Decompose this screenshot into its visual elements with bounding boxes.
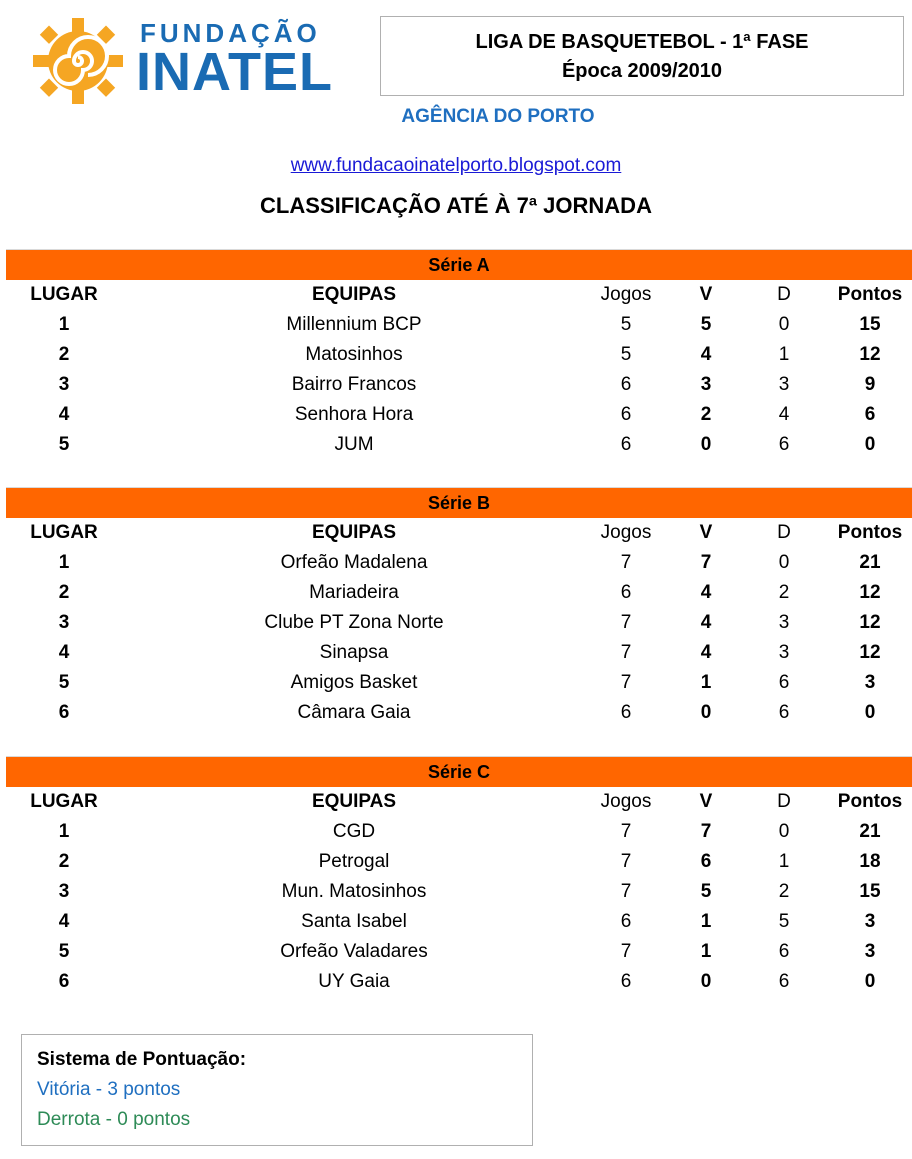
cell-equipa: Câmara Gaia xyxy=(297,702,411,723)
col-pontos: Pontos xyxy=(837,284,903,305)
cell-equipa: Santa Isabel xyxy=(301,911,407,932)
table-row xyxy=(6,937,912,967)
cell-lugar: 3 xyxy=(58,881,70,902)
cell-d: 4 xyxy=(778,404,790,425)
cell-lugar: 5 xyxy=(58,941,70,962)
cell-pontos: 15 xyxy=(859,314,881,335)
cell-equipa: Orfeão Madalena xyxy=(280,552,428,573)
cell-equipa: CGD xyxy=(332,821,376,842)
logo-text-main: INATEL xyxy=(136,42,333,102)
cell-pontos: 0 xyxy=(864,434,876,455)
cell-pontos: 3 xyxy=(864,911,876,932)
cell-v: 1 xyxy=(700,911,712,932)
series-b-table xyxy=(6,487,912,728)
col-d: D xyxy=(777,522,791,543)
cell-v: 5 xyxy=(700,314,712,335)
cell-lugar: 4 xyxy=(58,642,70,663)
col-jogos: Jogos xyxy=(600,791,652,812)
col-jogos: Jogos xyxy=(600,284,652,305)
cell-equipa: Sinapsa xyxy=(319,642,389,663)
cell-d: 0 xyxy=(778,821,790,842)
cell-v: 4 xyxy=(700,642,712,663)
table-row xyxy=(6,847,912,877)
series-title: Série A xyxy=(6,249,912,280)
cell-jogos: 7 xyxy=(620,851,632,872)
cell-lugar: 5 xyxy=(58,672,70,693)
cell-pontos: 0 xyxy=(864,702,876,723)
cell-v: 0 xyxy=(700,971,712,992)
cell-v: 0 xyxy=(700,434,712,455)
col-v: V xyxy=(699,284,713,305)
agency-label: AGÊNCIA DO PORTO xyxy=(401,106,595,127)
cell-jogos: 7 xyxy=(620,612,632,633)
table-row xyxy=(6,638,912,668)
cell-v: 3 xyxy=(700,374,712,395)
cell-d: 2 xyxy=(778,881,790,902)
cell-jogos: 6 xyxy=(620,702,632,723)
table-row xyxy=(6,907,912,937)
table-row xyxy=(6,967,912,997)
inatel-logo xyxy=(28,16,358,106)
cell-lugar: 6 xyxy=(58,971,70,992)
cell-equipa: Senhora Hora xyxy=(294,404,414,425)
series-title: Série C xyxy=(6,756,912,787)
col-d: D xyxy=(777,791,791,812)
cell-v: 1 xyxy=(700,672,712,693)
cell-pontos: 0 xyxy=(864,971,876,992)
page-heading: CLASSIFICAÇÃO ATÉ À 7ª JORNADA xyxy=(260,193,652,218)
title-box xyxy=(380,16,904,96)
col-pontos: Pontos xyxy=(837,791,903,812)
cell-lugar: 4 xyxy=(58,911,70,932)
cell-pontos: 15 xyxy=(859,881,881,902)
cell-jogos: 7 xyxy=(620,941,632,962)
cell-jogos: 7 xyxy=(620,672,632,693)
scoring-system-box xyxy=(21,1034,533,1146)
cell-equipa: Clube PT Zona Norte xyxy=(264,612,444,633)
cell-equipa: Bairro Francos xyxy=(291,374,417,395)
cell-equipa: JUM xyxy=(334,434,374,455)
cell-jogos: 6 xyxy=(620,434,632,455)
cell-lugar: 2 xyxy=(58,851,70,872)
cell-lugar: 5 xyxy=(58,434,70,455)
col-v: V xyxy=(699,522,713,543)
cell-lugar: 1 xyxy=(58,821,70,842)
cell-d: 6 xyxy=(778,971,790,992)
col-equipas: EQUIPAS xyxy=(311,284,397,305)
table-row xyxy=(6,310,912,340)
cell-pontos: 3 xyxy=(864,672,876,693)
cell-jogos: 6 xyxy=(620,911,632,932)
table-row xyxy=(6,877,912,907)
col-lugar: LUGAR xyxy=(30,791,98,812)
cell-d: 3 xyxy=(778,642,790,663)
scoring-win: Vitória - 3 pontos xyxy=(37,1079,181,1100)
col-d: D xyxy=(777,284,791,305)
cell-pontos: 12 xyxy=(859,612,881,633)
cell-pontos: 21 xyxy=(859,821,881,842)
cell-d: 2 xyxy=(778,582,790,603)
cell-jogos: 5 xyxy=(620,314,632,335)
col-lugar: LUGAR xyxy=(30,284,98,305)
cell-lugar: 3 xyxy=(58,612,70,633)
cell-lugar: 2 xyxy=(58,582,70,603)
cell-v: 7 xyxy=(700,821,712,842)
season-title: Época 2009/2010 xyxy=(561,60,723,82)
col-equipas: EQUIPAS xyxy=(311,791,397,812)
cell-lugar: 3 xyxy=(58,374,70,395)
cell-d: 3 xyxy=(778,374,790,395)
cell-d: 3 xyxy=(778,612,790,633)
cell-jogos: 7 xyxy=(620,642,632,663)
cell-v: 2 xyxy=(700,404,712,425)
cell-d: 6 xyxy=(778,672,790,693)
cell-jogos: 7 xyxy=(620,552,632,573)
table-header xyxy=(6,787,912,817)
col-jogos: Jogos xyxy=(600,522,652,543)
cell-lugar: 1 xyxy=(58,314,70,335)
cell-lugar: 1 xyxy=(58,552,70,573)
cell-equipa: Petrogal xyxy=(318,851,390,872)
table-row xyxy=(6,698,912,728)
cell-equipa: UY Gaia xyxy=(318,971,390,992)
cell-lugar: 4 xyxy=(58,404,70,425)
cell-equipa: Orfeão Valadares xyxy=(280,941,428,962)
cell-d: 6 xyxy=(778,434,790,455)
cell-v: 0 xyxy=(700,702,712,723)
scoring-title: Sistema de Pontuação: xyxy=(37,1049,247,1070)
cell-d: 6 xyxy=(778,702,790,723)
cell-v: 5 xyxy=(700,881,712,902)
col-v: V xyxy=(699,791,713,812)
blog-link[interactable]: www.fundacaoinatelporto.blogspot.com xyxy=(290,155,622,176)
table-header xyxy=(6,518,912,548)
table-row xyxy=(6,430,912,460)
cell-v: 1 xyxy=(700,941,712,962)
cell-v: 6 xyxy=(700,851,712,872)
cell-pontos: 21 xyxy=(859,552,881,573)
cell-d: 1 xyxy=(778,344,790,365)
cell-jogos: 5 xyxy=(620,344,632,365)
cell-pontos: 9 xyxy=(864,374,876,395)
table-row xyxy=(6,370,912,400)
cell-equipa: Millennium BCP xyxy=(286,314,422,335)
series-a-table xyxy=(6,249,912,460)
league-title: LIGA DE BASQUETEBOL - 1ª FASE xyxy=(475,31,809,53)
cell-pontos: 12 xyxy=(859,582,881,603)
table-row xyxy=(6,608,912,638)
cell-equipa: Amigos Basket xyxy=(290,672,418,693)
cell-d: 0 xyxy=(778,314,790,335)
cell-jogos: 7 xyxy=(620,881,632,902)
table-header xyxy=(6,280,912,310)
blog-url xyxy=(0,155,912,177)
cell-pontos: 12 xyxy=(859,642,881,663)
cell-d: 5 xyxy=(778,911,790,932)
cell-jogos: 6 xyxy=(620,404,632,425)
scoring-loss: Derrota - 0 pontos xyxy=(37,1109,191,1130)
cell-equipa: Mariadeira xyxy=(309,582,399,603)
cell-lugar: 2 xyxy=(58,344,70,365)
series-title: Série B xyxy=(6,487,912,518)
cell-v: 7 xyxy=(700,552,712,573)
table-row xyxy=(6,340,912,370)
cell-lugar: 6 xyxy=(58,702,70,723)
col-pontos: Pontos xyxy=(837,522,903,543)
cell-jogos: 6 xyxy=(620,374,632,395)
cell-d: 0 xyxy=(778,552,790,573)
cell-jogos: 6 xyxy=(620,971,632,992)
cell-d: 6 xyxy=(778,941,790,962)
table-row xyxy=(6,578,912,608)
table-row xyxy=(6,548,912,578)
table-row xyxy=(6,400,912,430)
cell-v: 4 xyxy=(700,344,712,365)
cell-pontos: 3 xyxy=(864,941,876,962)
table-row xyxy=(6,668,912,698)
cell-jogos: 7 xyxy=(620,821,632,842)
col-equipas: EQUIPAS xyxy=(311,522,397,543)
cell-v: 4 xyxy=(700,582,712,603)
cell-v: 4 xyxy=(700,612,712,633)
cell-jogos: 6 xyxy=(620,582,632,603)
table-row xyxy=(6,817,912,847)
cell-pontos: 6 xyxy=(864,404,876,425)
cell-pontos: 18 xyxy=(859,851,881,872)
cell-equipa: Matosinhos xyxy=(305,344,403,365)
sun-icon xyxy=(28,16,128,106)
col-lugar: LUGAR xyxy=(30,522,98,543)
cell-equipa: Mun. Matosinhos xyxy=(281,881,427,902)
series-c-table xyxy=(6,756,912,997)
logo-text-top: FUNDAÇÃO xyxy=(140,18,321,48)
cell-d: 1 xyxy=(778,851,790,872)
cell-pontos: 12 xyxy=(859,344,881,365)
